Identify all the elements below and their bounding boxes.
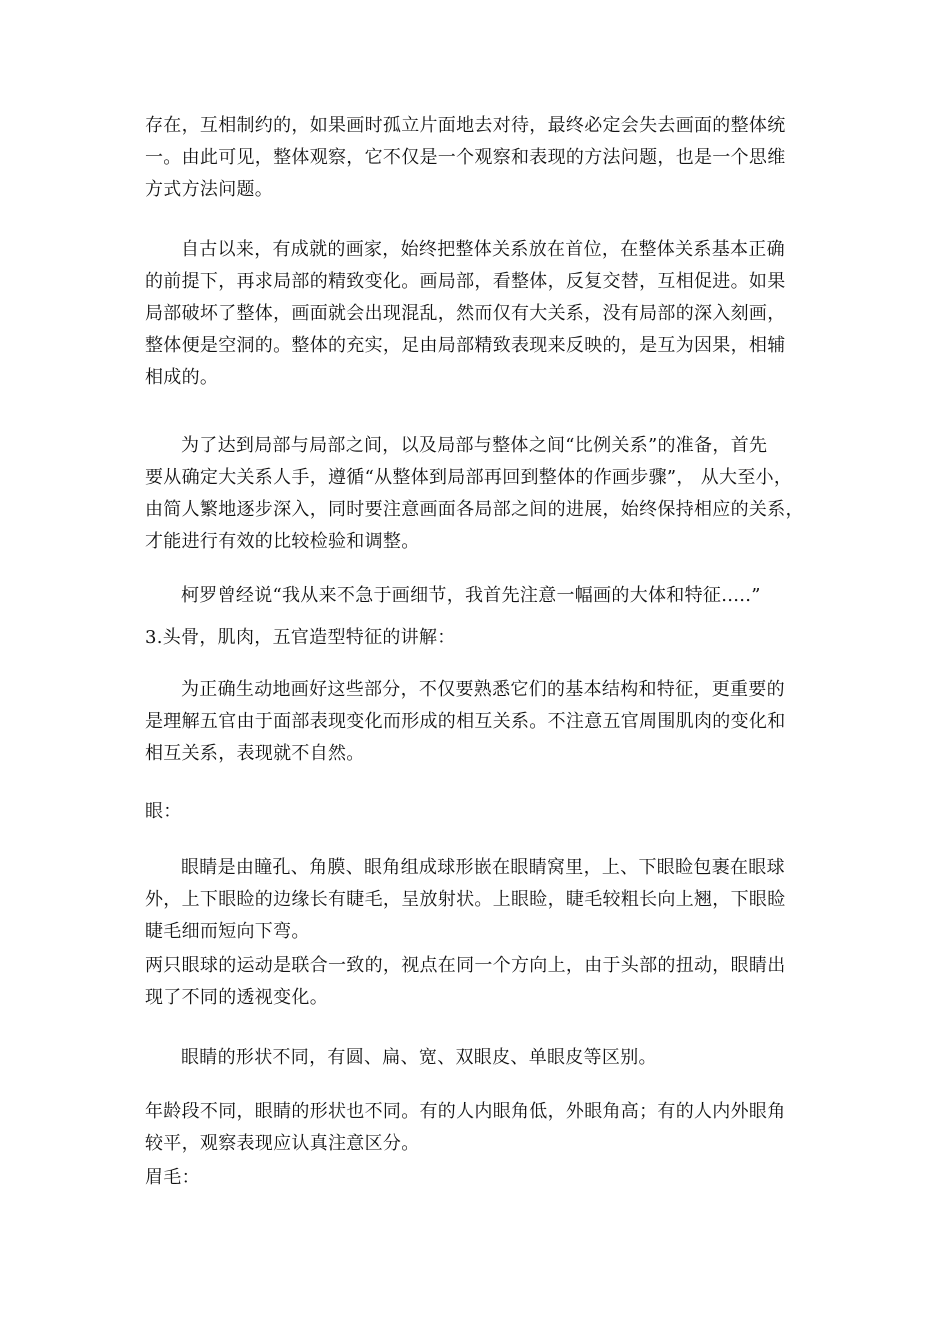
paragraph-eye-movement xyxy=(145,950,810,1014)
text-line: 才能进行有效的比较检验和调整。 xyxy=(145,531,420,552)
text-line: 现了不同的透视变化。 xyxy=(145,987,328,1008)
text-line: 是理解五官由于面部表现变化而形成的相互关系。不注意五官周围肌肉的变化和 xyxy=(145,711,786,732)
paragraph-eye-structure xyxy=(145,852,810,948)
text-line: 方式方法问题。 xyxy=(145,179,274,200)
text-line: 由简人繁地逐步深入，同时要注意画面各局部之间的进展，始终保持相应的关系， xyxy=(145,499,804,520)
text-line: 存在，互相制约的，如果画时孤立片面地去对待，最终必定会失去画面的整体统 xyxy=(145,115,786,136)
text-line: 的前提下，再求局部的精致变化。画局部，看整体，反复交替，互相促进。如果 xyxy=(145,271,786,292)
text-line: 两只眼球的运动是联合一致的，视点在同一个方向上，由于头部的扭动，眼睛出 xyxy=(145,955,786,976)
text-line: 一。由此可见，整体观察，它不仅是一个观察和表现的方法问题，也是一个思维 xyxy=(145,147,786,168)
text-line: 为了达到局部与局部之间，以及局部与整体之间“比例关系”的准备，首先 xyxy=(181,435,768,456)
text-line: 睫毛细而短向下弯。 xyxy=(145,921,310,942)
text-line: 整体便是空洞的。整体的充实，足由局部精致表现来反映的，是互为因果，相辅 xyxy=(145,335,786,356)
paragraph-great-painters xyxy=(145,234,810,394)
text-line: 眉毛： xyxy=(145,1167,200,1188)
paragraph-proportion xyxy=(145,430,810,558)
section-heading-skull-muscles xyxy=(145,622,810,654)
text-line: 相互关系，表现就不自然。 xyxy=(145,743,365,764)
paragraph-features-intro xyxy=(145,674,810,770)
paragraph-eye-shapes xyxy=(145,1042,810,1074)
text-line: 柯罗曾经说“我从来不急于画细节，我首先注意一幅画的大体和特征.....” xyxy=(181,585,761,606)
text-line: 眼睛的形状不同，有圆、扁、宽、双眼皮、单眼皮等区别。 xyxy=(181,1047,657,1068)
text-line: 外，上下眼睑的边缘长有睫毛，呈放射状。上眼睑，睫毛较粗长向上翘，下眼睑 xyxy=(145,889,786,910)
paragraph-holistic-conclusion xyxy=(145,110,810,206)
text-line: 为正确生动地画好这些部分，不仅要熟悉它们的基本结构和特征，更重要的 xyxy=(181,679,785,700)
text-line: 年龄段不同，眼睛的形状也不同。有的人内眼角低，外眼角高；有的人内外眼角 xyxy=(145,1101,786,1122)
text-line: 3.头骨，肌肉，五官造型特征的讲解： xyxy=(145,627,456,648)
text-line: 要从确定大关系人手，遵循“从整体到局部再回到整体的作画步骤”， 从大至小， xyxy=(145,467,793,488)
text-line: 眼： xyxy=(145,801,182,822)
subheading-eyebrows xyxy=(145,1162,810,1194)
text-line: 较平，观察表现应认真注意区分。 xyxy=(145,1133,420,1154)
text-line: 相成的。 xyxy=(145,367,219,388)
paragraph-corot-quote xyxy=(145,580,810,612)
text-line: 眼睛是由瞳孔、角膜、眼角组成球形嵌在眼睛窝里，上、下眼睑包裹在眼球 xyxy=(181,857,785,878)
text-line: 局部破坏了整体，画面就会出现混乱，然而仅有大关系，没有局部的深入刻画， xyxy=(145,303,786,324)
text-line: 自古以来，有成就的画家，始终把整体关系放在首位，在整体关系基本正确 xyxy=(181,239,785,260)
paragraph-eye-age xyxy=(145,1096,810,1160)
subheading-eyes xyxy=(145,796,810,828)
